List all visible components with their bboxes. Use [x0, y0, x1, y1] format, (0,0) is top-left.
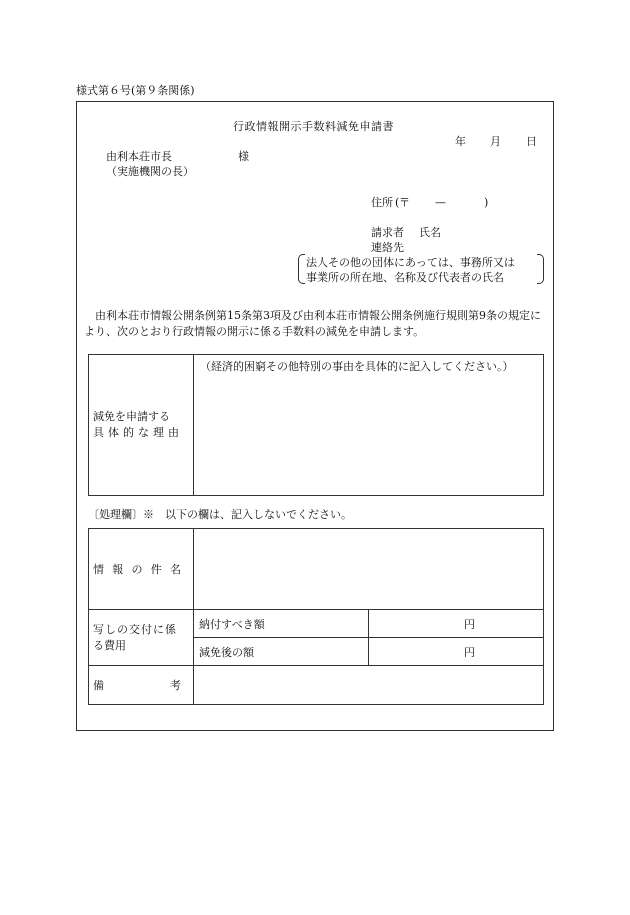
body-text: 由利本荘市情報公開条例第15条第3項及び由利本荘市情報公開条例施行規則第9条の規定により、次のとおり行政情報の開示に係る手数料の減免を申請します。 — [84, 309, 541, 338]
right-bracket — [537, 254, 544, 284]
name-label: 氏名 — [419, 226, 441, 239]
amount-due-label: 納付すべき額 — [194, 610, 369, 638]
postal-close-paren: ) — [484, 196, 489, 209]
remarks-char: 考 — [170, 679, 181, 692]
info-subject-char: 情 — [93, 563, 104, 576]
info-subject-char: 件 — [150, 563, 162, 576]
yen-unit: 円 — [464, 645, 475, 659]
remarks-label — [89, 666, 194, 705]
processing-label: 〔処理欄〕※ 以下の欄は、記入しないでください。 — [88, 508, 352, 521]
after-reduction-field[interactable] — [369, 638, 544, 666]
postal-open-paren: ( — [395, 196, 400, 209]
corporate-note-line2: 事業所の所在地、名称及び代表者の氏名 — [306, 271, 504, 284]
remarks-field[interactable] — [194, 666, 544, 705]
yen-unit: 円 — [464, 617, 475, 631]
left-bracket — [298, 254, 305, 284]
processing-table — [88, 528, 544, 705]
copy-cost-line2: る費用 — [93, 638, 126, 652]
reason-table — [88, 354, 544, 496]
info-subject-char: 報 — [112, 563, 124, 576]
addressee-honorific: 様 — [238, 150, 249, 163]
addressee-implementing-agency: （実施機関の長） — [106, 165, 194, 178]
info-subject-label — [89, 529, 194, 610]
amount-due-field[interactable] — [369, 610, 544, 638]
copy-cost-label — [89, 610, 194, 666]
reason-label — [89, 355, 194, 496]
postal-dash: — — [435, 196, 446, 209]
reason-label-line2: 具体的な理由 — [93, 426, 183, 439]
reason-instruction: （経済的困窮その他特別の事由を具体的に記入してください。） — [200, 360, 514, 373]
info-subject-field[interactable] — [194, 529, 544, 610]
date-month[interactable]: 月 — [490, 135, 501, 148]
form-title: 行政情報開示手数料減免申請書 — [233, 120, 394, 133]
requester-label: 請求者 — [371, 226, 404, 239]
application-body-text — [84, 308, 550, 340]
form-number: 様式第６号(第９条関係) — [76, 84, 195, 97]
address-label: 住所 — [371, 196, 393, 209]
addressee-mayor: 由利本荘市長 — [106, 150, 172, 163]
reason-label-line1: 減免を申請する — [93, 410, 170, 423]
info-subject-char: 名 — [170, 563, 181, 576]
date-year[interactable]: 年 — [455, 135, 466, 148]
info-subject-char: の — [131, 563, 143, 576]
after-reduction-label: 減免後の額 — [194, 638, 369, 666]
date-day[interactable]: 日 — [526, 135, 537, 148]
remarks-char: 備 — [93, 679, 104, 692]
reason-field[interactable] — [194, 355, 544, 496]
copy-cost-line1: 写しの交付に係 — [93, 622, 177, 636]
contact-label: 連絡先 — [371, 241, 404, 254]
corporate-note-line1: 法人その他の団体にあっては、事務所又は — [306, 256, 515, 269]
postal-symbol: 〒 — [399, 196, 410, 209]
